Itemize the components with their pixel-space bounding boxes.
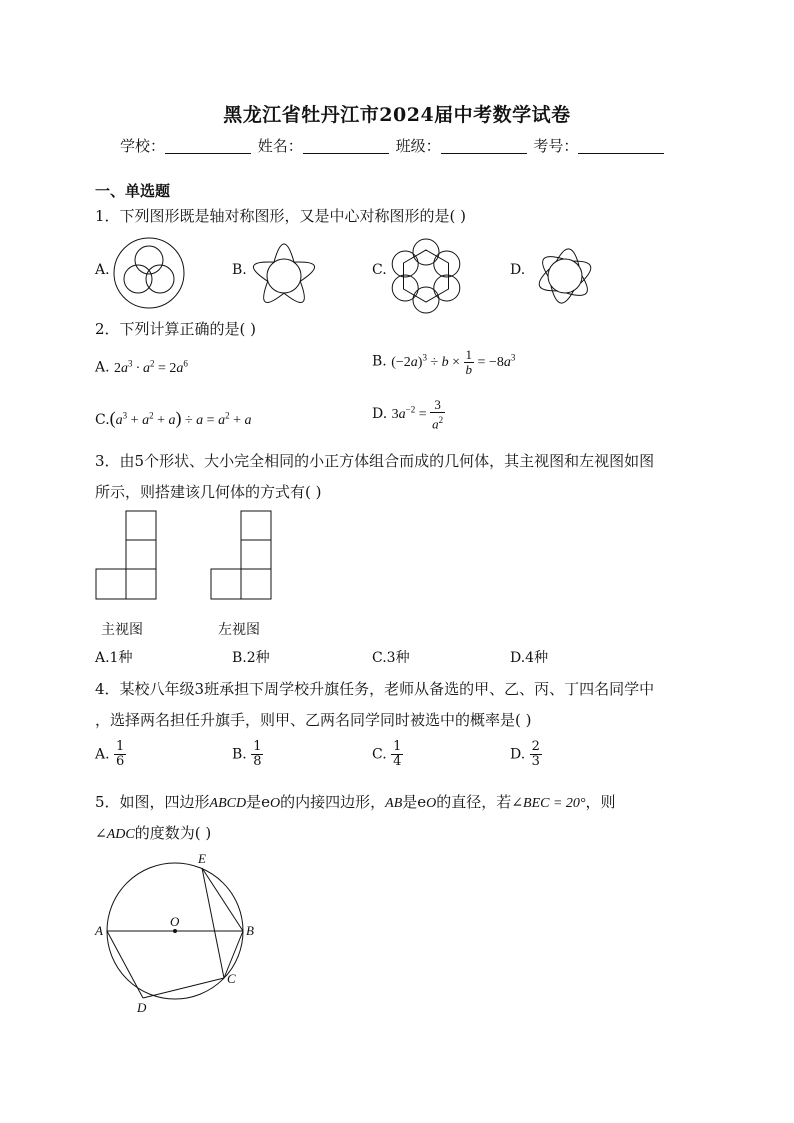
- q5-text-6: ，则: [585, 793, 616, 811]
- q5-point-o-label: O: [170, 914, 180, 929]
- q5-ab: AB: [385, 796, 403, 811]
- q4-stem-line1: 4．某校八年级3班承担下周学校升旗任务，老师从备选的甲、乙、丙、丁四名同学中: [95, 680, 655, 698]
- q5-text-5: 的直径，若: [436, 793, 512, 811]
- q1-stem: 1．下列图形既是轴对称图形，又是中心对称图形的是( ): [95, 207, 467, 225]
- q4-option-d: [510, 740, 542, 769]
- q2-option-c-formula: $(a^3 + a^2 + a) \div a = a^2 + a$: [109, 408, 252, 428]
- q2-option-b: [372, 348, 515, 377]
- q5-o-2: O: [426, 796, 437, 811]
- q4-stem-line2: ，选择两名担任升旗手，则甲、乙两名同学同时被选中的概率是( ): [95, 711, 532, 729]
- q5-circle-figure: [92, 850, 262, 1015]
- q5-angle-adc: ∠ADC: [95, 827, 135, 842]
- q3-stem-line2: 所示，则搭建该几何体的方式有( ): [95, 483, 322, 501]
- q2-option-d-label: D.: [372, 405, 388, 422]
- q2-option-c-label: C.: [95, 412, 110, 428]
- q1-figure-b: [244, 236, 324, 316]
- q1-option-b-label: B.: [232, 262, 247, 278]
- section-heading: 一、单选题: [95, 182, 171, 200]
- q1-figure-a: [112, 236, 186, 310]
- q2-option-b-label: B.: [372, 353, 387, 370]
- q4-option-d-numerator: 2: [531, 739, 540, 754]
- school-label: 学校：: [120, 137, 166, 155]
- class-label: 班级：: [395, 137, 441, 155]
- q5-point-e-label: E: [198, 851, 206, 866]
- q2-option-a-label: A.: [95, 359, 110, 376]
- page-title: 黑龙江省牡丹江市2024届中考数学试卷: [223, 104, 571, 126]
- q4-option-c-numerator: 1: [393, 739, 402, 754]
- q5-stem-line1: [95, 791, 616, 812]
- q4-option-a-label: A.: [95, 746, 110, 763]
- q4-option-c-label: C.: [372, 746, 387, 763]
- q2-stem: 2．下列计算正确的是( ): [95, 320, 257, 338]
- q3-left-view-figure: [210, 510, 274, 602]
- q2-option-d-formula: $3a^{-2}$ = $\frac{3}{a^2}$: [391, 397, 444, 432]
- student-info-line: [120, 135, 666, 156]
- q5-o: O: [270, 796, 281, 811]
- q5-text-3: 的内接四边形，: [280, 793, 386, 811]
- name-blank[interactable]: [303, 139, 389, 154]
- q4-option-b-label: B.: [232, 746, 247, 763]
- q3-option-d: D.4种: [510, 650, 549, 666]
- q5-angle-bec: ∠BEC = 20°: [511, 796, 586, 811]
- q5-point-d-label: D: [137, 1000, 147, 1015]
- q1-figure-c: [386, 236, 466, 316]
- q4-option-c-denominator: 4: [393, 754, 402, 769]
- q3-left-view-caption: 左视图: [218, 622, 260, 638]
- q1-figure-d: [525, 236, 605, 316]
- q5-text-1: 5．如图，四边形: [95, 793, 210, 811]
- q4-option-d-denominator: 3: [531, 754, 540, 769]
- q3-option-c: C.3种: [372, 650, 410, 666]
- q5-point-c-label: C: [227, 971, 236, 986]
- q5-text-2: 是: [246, 793, 262, 811]
- q1-option-a-label: A.: [95, 262, 110, 278]
- q5-stem-line2: [95, 822, 211, 843]
- q5-point-a-label: A: [95, 923, 103, 938]
- number-blank[interactable]: [578, 139, 664, 154]
- q5-circle-symbol-2: e: [417, 793, 427, 811]
- q2-option-a-formula: $2a^3 \cdot a^2 = 2a^6$: [114, 358, 188, 376]
- q3-front-view-figure: [95, 510, 159, 602]
- q5-text-7: 的度数为( ): [134, 824, 212, 842]
- q2-option-c: [95, 408, 251, 429]
- q4-option-d-label: D.: [510, 746, 526, 763]
- q4-option-b-numerator: 1: [253, 739, 262, 754]
- q2-option-d: [372, 398, 445, 431]
- class-blank[interactable]: [441, 139, 527, 154]
- q5-text-4: 是: [402, 793, 418, 811]
- q4-option-a-numerator: 1: [116, 739, 125, 754]
- q1-option-d-label: D.: [510, 262, 526, 278]
- q3-option-a: A.1种: [95, 650, 133, 666]
- q1-option-c-label: C.: [372, 262, 387, 278]
- q4-option-b-denominator: 8: [253, 754, 262, 769]
- q4-option-c: [372, 740, 403, 769]
- school-blank[interactable]: [165, 139, 251, 154]
- name-label: 姓名：: [257, 137, 303, 155]
- q2-option-a: [95, 358, 188, 377]
- q4-option-b: [232, 740, 263, 769]
- q5-circle-symbol: e: [261, 793, 271, 811]
- q3-stem-line1: 3．由5个形状、大小完全相同的小正方体组合而成的几何体，其主视图和左视图如图: [95, 452, 655, 470]
- q3-front-view-caption: 主视图: [101, 622, 143, 638]
- q5-point-b-label: B: [246, 923, 254, 938]
- number-label: 考号：: [533, 137, 579, 155]
- q2-option-b-formula: $(-2a)^3 \div b$ × $\frac{1}{b}$ = $-8a^3$: [391, 347, 516, 377]
- q4-option-a-denominator: 6: [116, 754, 125, 769]
- q5-abcd: ABCD: [209, 796, 247, 811]
- q4-option-a: [95, 740, 126, 769]
- q3-option-b: B.2种: [232, 650, 270, 666]
